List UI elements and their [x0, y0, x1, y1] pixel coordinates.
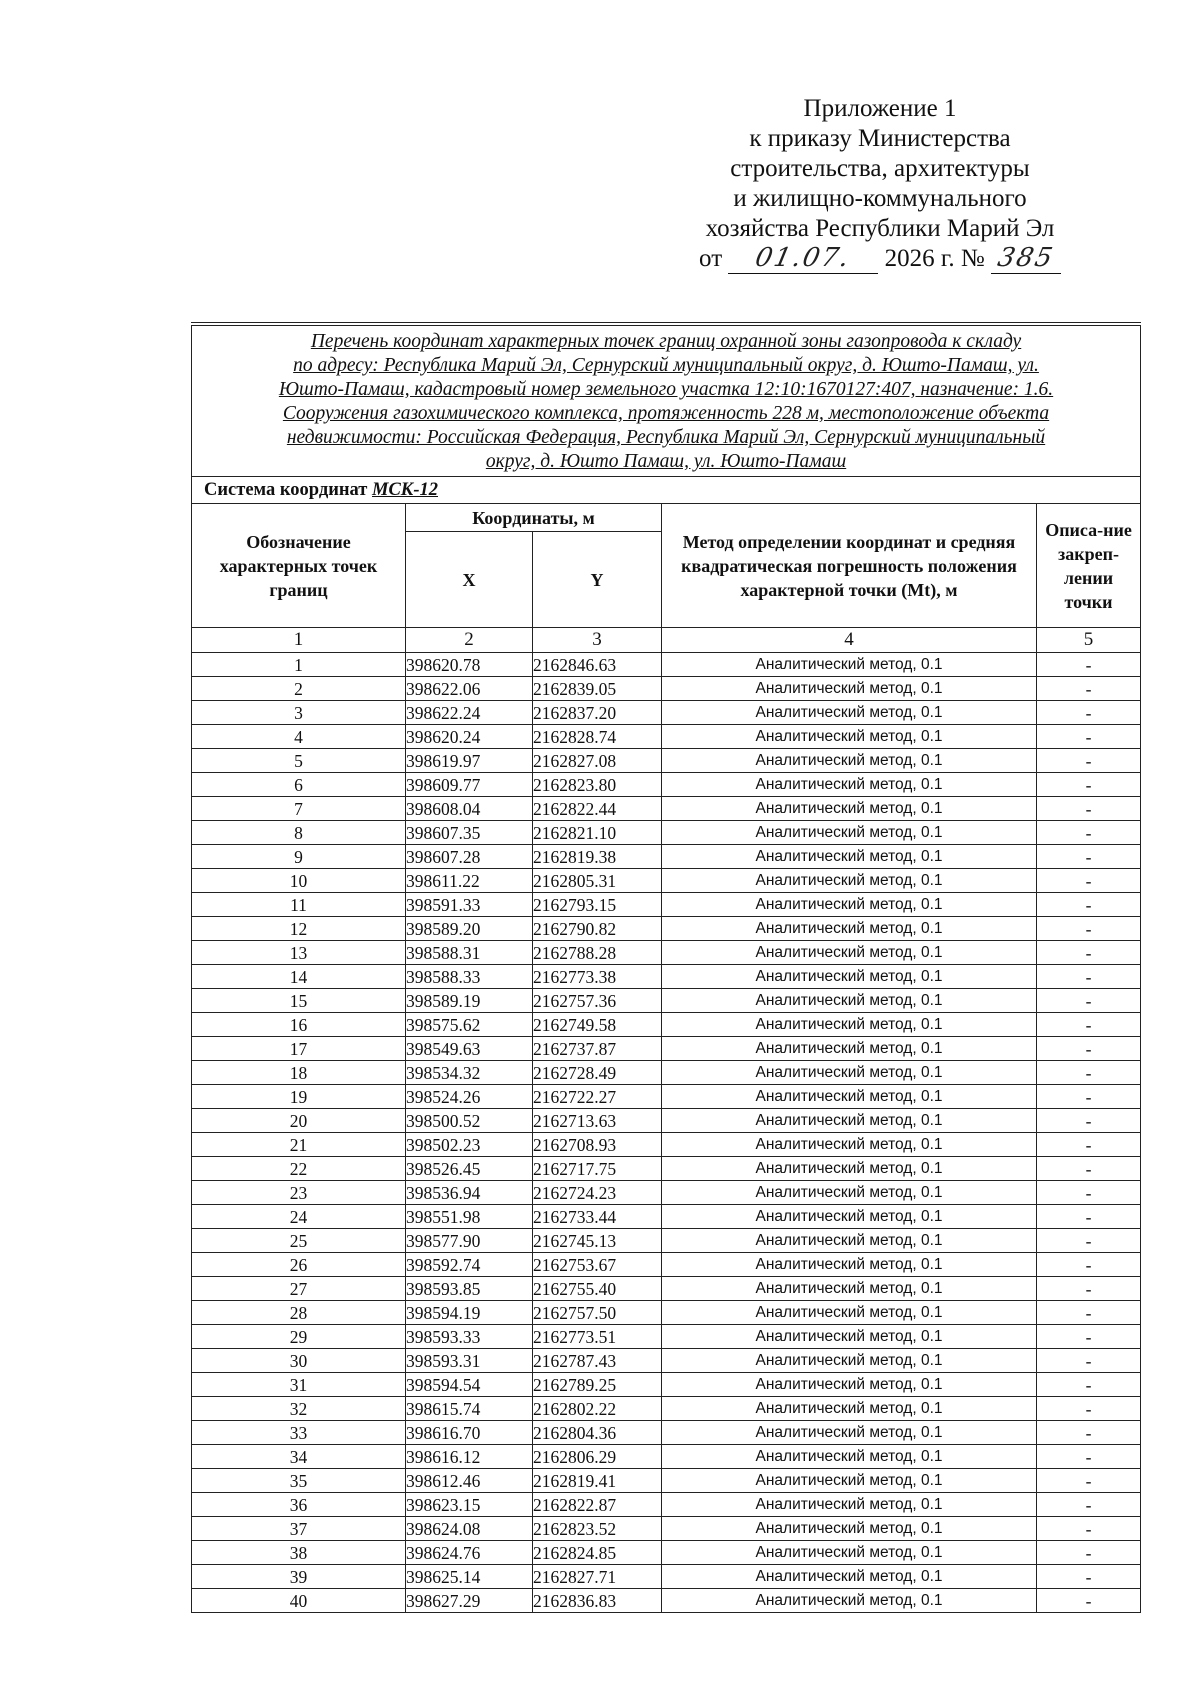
description-cell: -: [1037, 1253, 1141, 1277]
x-coordinate-cell: 398524.26: [406, 1085, 533, 1109]
header-line-ministry-1: строительства, архитектуры: [730, 155, 1030, 182]
table-row: [192, 965, 1141, 989]
method-cell: Аналитический метод, 0.1: [662, 1445, 1037, 1469]
title-line: Сооружения газохимического комплекса, протяженность 228 м, местоположение объекта: [282, 403, 1050, 424]
x-coordinate-cell: 398588.31: [406, 941, 533, 965]
x-coordinate-cell: 398594.54: [406, 1373, 533, 1397]
description-cell: -: [1037, 1181, 1141, 1205]
method-cell: Аналитический метод, 0.1: [662, 1037, 1037, 1061]
table-row: [192, 1181, 1141, 1205]
x-coordinate-cell: 398592.74: [406, 1253, 533, 1277]
method-cell: Аналитический метод, 0.1: [662, 1397, 1037, 1421]
description-cell: -: [1037, 1229, 1141, 1253]
method-cell: Аналитический метод, 0.1: [662, 1349, 1037, 1373]
method-cell: Аналитический метод, 0.1: [662, 1493, 1037, 1517]
point-number-cell: 30: [192, 1349, 406, 1373]
point-number-cell: 4: [192, 725, 406, 749]
table-row: [192, 1205, 1141, 1229]
header-method: Метод определении координат и средняя квадратическая погрешность положения характерной точки (Mt), м: [662, 504, 1037, 628]
title-line: по адресу: Республика Марий Эл, Сернурский муниципальный округ, д. Юшто-Памаш, ул.: [293, 355, 1039, 376]
method-cell: Аналитический метод, 0.1: [662, 917, 1037, 941]
table-row: [192, 701, 1141, 725]
point-number-cell: 5: [192, 749, 406, 773]
method-cell: Аналитический метод, 0.1: [662, 1517, 1037, 1541]
title-line: округ, д. Юшто Памаш, ул. Юшто-Памаш: [485, 451, 847, 472]
x-coordinate-cell: 398609.77: [406, 773, 533, 797]
table-row: [192, 1013, 1141, 1037]
table-row: [192, 1349, 1141, 1373]
point-number-cell: 11: [192, 893, 406, 917]
y-coordinate-cell: 2162824.85: [533, 1541, 662, 1565]
table-row: [192, 1493, 1141, 1517]
y-coordinate-cell: 2162823.52: [533, 1517, 662, 1541]
method-cell: Аналитический метод, 0.1: [662, 1085, 1037, 1109]
method-cell: Аналитический метод, 0.1: [662, 1589, 1037, 1613]
x-coordinate-cell: 398616.70: [406, 1421, 533, 1445]
method-cell: Аналитический метод, 0.1: [662, 1373, 1037, 1397]
point-number-cell: 12: [192, 917, 406, 941]
x-coordinate-cell: 398502.23: [406, 1133, 533, 1157]
header-line-ministry-3: хозяйства Республики Марий Эл: [705, 215, 1055, 242]
x-coordinate-cell: 398536.94: [406, 1181, 533, 1205]
y-coordinate-cell: 2162773.38: [533, 965, 662, 989]
method-cell: Аналитический метод, 0.1: [662, 1421, 1037, 1445]
point-number-cell: 14: [192, 965, 406, 989]
x-coordinate-cell: 398611.22: [406, 869, 533, 893]
header-description: Описа-ние закреп-лении точки: [1037, 504, 1141, 628]
handwritten-date: 01.07.: [752, 243, 854, 273]
x-coordinate-cell: 398620.78: [406, 653, 533, 677]
point-number-cell: 1: [192, 653, 406, 677]
y-coordinate-cell: 2162806.29: [533, 1445, 662, 1469]
method-cell: Аналитический метод, 0.1: [662, 821, 1037, 845]
description-cell: -: [1037, 677, 1141, 701]
point-number-cell: 34: [192, 1445, 406, 1469]
y-coordinate-cell: 2162819.41: [533, 1469, 662, 1493]
method-cell: Аналитический метод, 0.1: [662, 1013, 1037, 1037]
title-line: недвижимости: Российская Федерация, Республика Марий Эл, Сернурский муниципальный: [286, 427, 1046, 448]
table-row: [192, 941, 1141, 965]
method-cell: Аналитический метод, 0.1: [662, 797, 1037, 821]
point-number-cell: 35: [192, 1469, 406, 1493]
x-coordinate-cell: 398624.76: [406, 1541, 533, 1565]
x-coordinate-cell: 398622.24: [406, 701, 533, 725]
point-number-cell: 20: [192, 1109, 406, 1133]
point-number-cell: 9: [192, 845, 406, 869]
table-row: [192, 1565, 1141, 1589]
header-point: Обозначение характерных точек границ: [192, 504, 406, 628]
y-coordinate-cell: 2162822.87: [533, 1493, 662, 1517]
y-coordinate-cell: 2162787.43: [533, 1349, 662, 1373]
method-cell: Аналитический метод, 0.1: [662, 1133, 1037, 1157]
x-coordinate-cell: 398624.08: [406, 1517, 533, 1541]
table-row: [192, 1133, 1141, 1157]
point-number-cell: 17: [192, 1037, 406, 1061]
table-row: [192, 1397, 1141, 1421]
coordinate-system-value: МСК-12: [372, 480, 438, 500]
description-cell: -: [1037, 1421, 1141, 1445]
point-number-cell: 2: [192, 677, 406, 701]
x-coordinate-cell: 398627.29: [406, 1589, 533, 1613]
header-date-line: [640, 244, 1120, 274]
method-cell: Аналитический метод, 0.1: [662, 1469, 1037, 1493]
description-cell: -: [1037, 653, 1141, 677]
description-cell: -: [1037, 893, 1141, 917]
y-coordinate-cell: 2162827.08: [533, 749, 662, 773]
y-coordinate-cell: 2162773.51: [533, 1325, 662, 1349]
method-cell: Аналитический метод, 0.1: [662, 1229, 1037, 1253]
table-row: [192, 1541, 1141, 1565]
column-number: 1: [192, 628, 406, 653]
y-coordinate-cell: 2162713.63: [533, 1109, 662, 1133]
point-number-cell: 27: [192, 1277, 406, 1301]
description-cell: -: [1037, 773, 1141, 797]
table-row: [192, 749, 1141, 773]
point-number-cell: 32: [192, 1397, 406, 1421]
y-coordinate-cell: 2162708.93: [533, 1133, 662, 1157]
method-cell: Аналитический метод, 0.1: [662, 1277, 1037, 1301]
description-cell: -: [1037, 749, 1141, 773]
point-number-cell: 3: [192, 701, 406, 725]
y-coordinate-cell: 2162788.28: [533, 941, 662, 965]
table-row: [192, 1469, 1141, 1493]
method-cell: Аналитический метод, 0.1: [662, 941, 1037, 965]
y-coordinate-cell: 2162757.36: [533, 989, 662, 1013]
table-row: [192, 1421, 1141, 1445]
y-coordinate-cell: 2162821.10: [533, 821, 662, 845]
method-cell: Аналитический метод, 0.1: [662, 1541, 1037, 1565]
description-cell: -: [1037, 1157, 1141, 1181]
y-coordinate-cell: 2162827.71: [533, 1565, 662, 1589]
y-coordinate-cell: 2162793.15: [533, 893, 662, 917]
description-cell: -: [1037, 1373, 1141, 1397]
table-title: [192, 324, 1141, 477]
table-row: [192, 1109, 1141, 1133]
table-row: [192, 773, 1141, 797]
y-coordinate-cell: 2162755.40: [533, 1277, 662, 1301]
y-coordinate-cell: 2162822.44: [533, 797, 662, 821]
description-cell: -: [1037, 1277, 1141, 1301]
number-blank: [991, 243, 1061, 274]
table-row: [192, 1445, 1141, 1469]
date-blank: [728, 243, 878, 274]
coordinate-system-label: Система координат: [204, 480, 368, 500]
y-coordinate-cell: 2162846.63: [533, 653, 662, 677]
method-cell: Аналитический метод, 0.1: [662, 1181, 1037, 1205]
table-row: [192, 677, 1141, 701]
description-cell: -: [1037, 1085, 1141, 1109]
point-number-cell: 6: [192, 773, 406, 797]
table-row: [192, 917, 1141, 941]
point-number-cell: 18: [192, 1061, 406, 1085]
x-coordinate-cell: 398607.35: [406, 821, 533, 845]
x-coordinate-cell: 398594.19: [406, 1301, 533, 1325]
header-coordinates: Координаты, м: [406, 504, 662, 532]
table-row: [192, 1253, 1141, 1277]
x-coordinate-cell: 398526.45: [406, 1157, 533, 1181]
table-row: [192, 1229, 1141, 1253]
method-cell: Аналитический метод, 0.1: [662, 701, 1037, 725]
column-number: 2: [406, 628, 533, 653]
description-cell: -: [1037, 1349, 1141, 1373]
description-cell: -: [1037, 797, 1141, 821]
y-coordinate-cell: 2162802.22: [533, 1397, 662, 1421]
table-row: [192, 653, 1141, 677]
point-number-cell: 36: [192, 1493, 406, 1517]
method-cell: Аналитический метод, 0.1: [662, 1301, 1037, 1325]
year-text: 2026 г. №: [884, 245, 985, 272]
method-cell: Аналитический метод, 0.1: [662, 893, 1037, 917]
description-cell: -: [1037, 965, 1141, 989]
method-cell: Аналитический метод, 0.1: [662, 1061, 1037, 1085]
y-coordinate-cell: 2162745.13: [533, 1229, 662, 1253]
x-coordinate-cell: 398593.31: [406, 1349, 533, 1373]
table-row: [192, 893, 1141, 917]
header-y: Y: [533, 532, 662, 628]
y-coordinate-cell: 2162836.83: [533, 1589, 662, 1613]
method-cell: Аналитический метод, 0.1: [662, 653, 1037, 677]
description-cell: -: [1037, 821, 1141, 845]
table-row: [192, 845, 1141, 869]
point-number-cell: 21: [192, 1133, 406, 1157]
point-number-cell: 37: [192, 1517, 406, 1541]
method-cell: Аналитический метод, 0.1: [662, 869, 1037, 893]
header-x: X: [406, 532, 533, 628]
x-coordinate-cell: 398625.14: [406, 1565, 533, 1589]
table-row: [192, 1325, 1141, 1349]
description-cell: -: [1037, 1469, 1141, 1493]
method-cell: Аналитический метод, 0.1: [662, 1157, 1037, 1181]
method-cell: Аналитический метод, 0.1: [662, 677, 1037, 701]
point-number-cell: 38: [192, 1541, 406, 1565]
x-coordinate-cell: 398607.28: [406, 845, 533, 869]
point-number-cell: 22: [192, 1157, 406, 1181]
date-prefix: от: [699, 245, 723, 272]
y-coordinate-cell: 2162753.67: [533, 1253, 662, 1277]
method-cell: Аналитический метод, 0.1: [662, 1565, 1037, 1589]
table-row: [192, 1061, 1141, 1085]
title-line: Юшто-Памаш, кадастровый номер земельного участка 12:10:1670127:407, назначение: 1.6.: [278, 379, 1054, 400]
description-cell: -: [1037, 869, 1141, 893]
y-coordinate-cell: 2162749.58: [533, 1013, 662, 1037]
point-number-cell: 16: [192, 1013, 406, 1037]
y-coordinate-cell: 2162757.50: [533, 1301, 662, 1325]
table-row: [192, 1037, 1141, 1061]
y-coordinate-cell: 2162724.23: [533, 1181, 662, 1205]
column-number: 3: [533, 628, 662, 653]
y-coordinate-cell: 2162819.38: [533, 845, 662, 869]
table-row: [192, 1589, 1141, 1613]
x-coordinate-cell: 398589.20: [406, 917, 533, 941]
method-cell: Аналитический метод, 0.1: [662, 965, 1037, 989]
column-number-row: [192, 628, 1141, 653]
table-row: [192, 1157, 1141, 1181]
description-cell: -: [1037, 1205, 1141, 1229]
method-cell: Аналитический метод, 0.1: [662, 1205, 1037, 1229]
column-number: 5: [1037, 628, 1141, 653]
y-coordinate-cell: 2162804.36: [533, 1421, 662, 1445]
title-line: Перечень координат характерных точек границ охранной зоны газопровода к складу: [310, 331, 1022, 352]
point-number-cell: 24: [192, 1205, 406, 1229]
method-cell: Аналитический метод, 0.1: [662, 1109, 1037, 1133]
point-number-cell: 28: [192, 1301, 406, 1325]
table-row: [192, 1085, 1141, 1109]
table-row: [192, 1373, 1141, 1397]
method-cell: Аналитический метод, 0.1: [662, 845, 1037, 869]
point-number-cell: 19: [192, 1085, 406, 1109]
description-cell: -: [1037, 941, 1141, 965]
point-number-cell: 26: [192, 1253, 406, 1277]
column-number: 4: [662, 628, 1037, 653]
description-cell: -: [1037, 845, 1141, 869]
point-number-cell: 15: [192, 989, 406, 1013]
table-row: [192, 725, 1141, 749]
description-cell: -: [1037, 1013, 1141, 1037]
x-coordinate-cell: 398591.33: [406, 893, 533, 917]
method-cell: Аналитический метод, 0.1: [662, 1253, 1037, 1277]
description-cell: -: [1037, 917, 1141, 941]
table-row: [192, 821, 1141, 845]
header-line-ministry-2: и жилищно-коммунального: [733, 185, 1027, 212]
method-cell: Аналитический метод, 0.1: [662, 989, 1037, 1013]
description-cell: -: [1037, 1397, 1141, 1421]
table-row: [192, 1301, 1141, 1325]
y-coordinate-cell: 2162790.82: [533, 917, 662, 941]
document-header: [640, 94, 1120, 274]
x-coordinate-cell: 398588.33: [406, 965, 533, 989]
description-cell: -: [1037, 1541, 1141, 1565]
coordinate-system: [192, 477, 1141, 504]
point-number-cell: 23: [192, 1181, 406, 1205]
point-number-cell: 10: [192, 869, 406, 893]
method-cell: Аналитический метод, 0.1: [662, 725, 1037, 749]
point-number-cell: 40: [192, 1589, 406, 1613]
y-coordinate-cell: 2162722.27: [533, 1085, 662, 1109]
point-number-cell: 39: [192, 1565, 406, 1589]
header-line-appendix: Приложение 1: [803, 95, 957, 122]
y-coordinate-cell: 2162717.75: [533, 1157, 662, 1181]
method-cell: Аналитический метод, 0.1: [662, 773, 1037, 797]
y-coordinate-cell: 2162828.74: [533, 725, 662, 749]
y-coordinate-cell: 2162839.05: [533, 677, 662, 701]
description-cell: -: [1037, 701, 1141, 725]
description-cell: -: [1037, 1589, 1141, 1613]
x-coordinate-cell: 398589.19: [406, 989, 533, 1013]
table-row: [192, 1277, 1141, 1301]
point-number-cell: 31: [192, 1373, 406, 1397]
x-coordinate-cell: 398593.33: [406, 1325, 533, 1349]
description-cell: -: [1037, 989, 1141, 1013]
x-coordinate-cell: 398608.04: [406, 797, 533, 821]
description-cell: -: [1037, 1061, 1141, 1085]
x-coordinate-cell: 398622.06: [406, 677, 533, 701]
description-cell: -: [1037, 1517, 1141, 1541]
description-cell: -: [1037, 1133, 1141, 1157]
y-coordinate-cell: 2162737.87: [533, 1037, 662, 1061]
table-row: [192, 989, 1141, 1013]
x-coordinate-cell: 398619.97: [406, 749, 533, 773]
x-coordinate-cell: 398551.98: [406, 1205, 533, 1229]
y-coordinate-cell: 2162823.80: [533, 773, 662, 797]
point-number-cell: 25: [192, 1229, 406, 1253]
description-cell: -: [1037, 1565, 1141, 1589]
x-coordinate-cell: 398615.74: [406, 1397, 533, 1421]
description-cell: -: [1037, 1493, 1141, 1517]
method-cell: Аналитический метод, 0.1: [662, 1325, 1037, 1349]
description-cell: -: [1037, 725, 1141, 749]
handwritten-number: 385: [994, 243, 1057, 273]
description-cell: -: [1037, 1301, 1141, 1325]
point-number-cell: 8: [192, 821, 406, 845]
x-coordinate-cell: 398534.32: [406, 1061, 533, 1085]
x-coordinate-cell: 398575.62: [406, 1013, 533, 1037]
coordinates-table: [191, 322, 1141, 1613]
point-number-cell: 13: [192, 941, 406, 965]
x-coordinate-cell: 398500.52: [406, 1109, 533, 1133]
table-row: [192, 1517, 1141, 1541]
method-cell: Аналитический метод, 0.1: [662, 749, 1037, 773]
description-cell: -: [1037, 1037, 1141, 1061]
y-coordinate-cell: 2162728.49: [533, 1061, 662, 1085]
point-number-cell: 7: [192, 797, 406, 821]
table-row: [192, 797, 1141, 821]
description-cell: -: [1037, 1325, 1141, 1349]
y-coordinate-cell: 2162733.44: [533, 1205, 662, 1229]
x-coordinate-cell: 398577.90: [406, 1229, 533, 1253]
x-coordinate-cell: 398612.46: [406, 1469, 533, 1493]
x-coordinate-cell: 398623.15: [406, 1493, 533, 1517]
description-cell: -: [1037, 1445, 1141, 1469]
y-coordinate-cell: 2162805.31: [533, 869, 662, 893]
y-coordinate-cell: 2162789.25: [533, 1373, 662, 1397]
table-row: [192, 869, 1141, 893]
y-coordinate-cell: 2162837.20: [533, 701, 662, 725]
x-coordinate-cell: 398616.12: [406, 1445, 533, 1469]
x-coordinate-cell: 398620.24: [406, 725, 533, 749]
header-line-order: к приказу Министерства: [749, 125, 1011, 152]
x-coordinate-cell: 398593.85: [406, 1277, 533, 1301]
x-coordinate-cell: 398549.63: [406, 1037, 533, 1061]
point-number-cell: 33: [192, 1421, 406, 1445]
point-number-cell: 29: [192, 1325, 406, 1349]
description-cell: -: [1037, 1109, 1141, 1133]
